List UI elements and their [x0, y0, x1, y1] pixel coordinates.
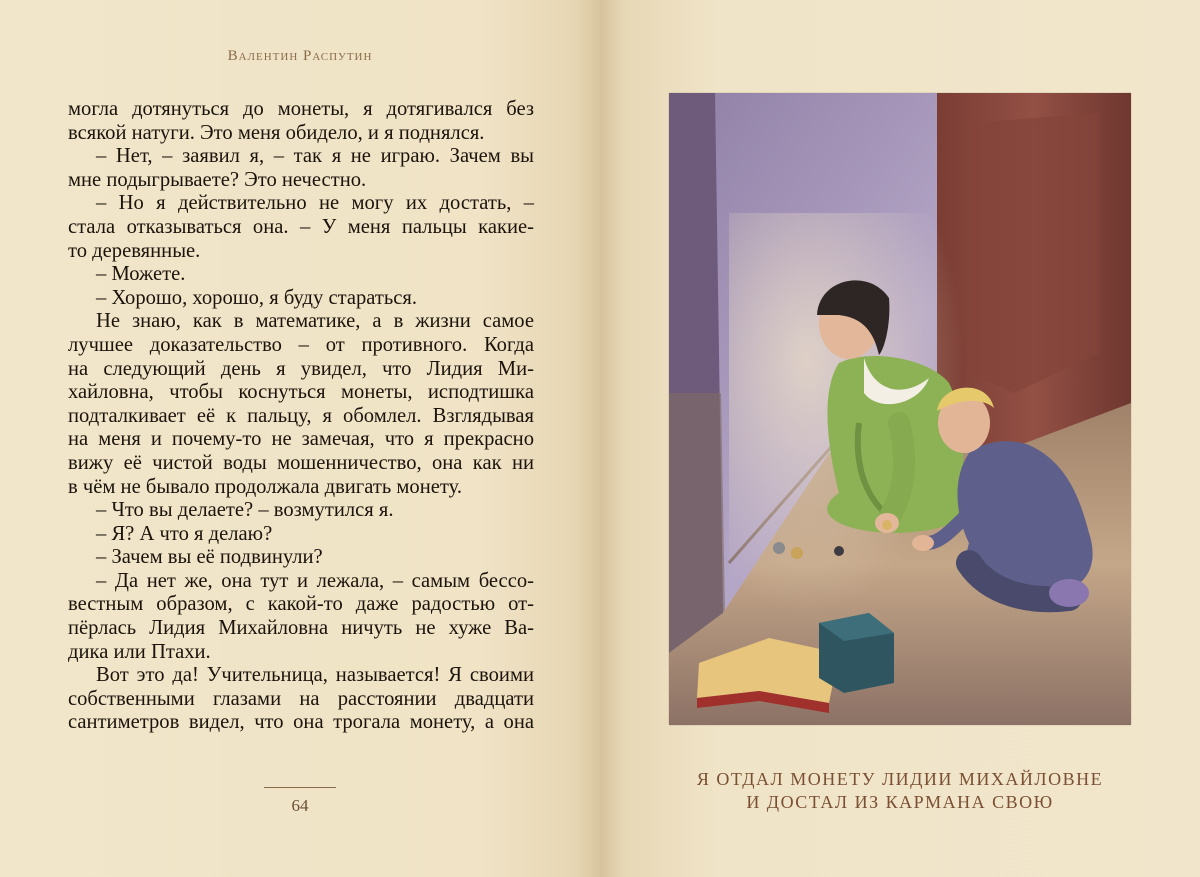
text-line: вижу её чистой воды мошенничество, она как ни — [68, 451, 534, 474]
text-line: в чём не бывало продолжала двигать монету. — [68, 475, 463, 498]
text-line: – Нет, – заявил я, – так я не играю. Зачем вы — [96, 145, 534, 168]
text-line: – Но я действительно не могу их достать, – — [96, 192, 534, 215]
illustration-caption — [600, 768, 1200, 814]
text-line: Не знаю, как в математике, а в жизни самое — [96, 310, 534, 333]
text-line: Вот это да! Учительница, называется! Я своими — [96, 664, 534, 687]
body-text — [68, 98, 534, 735]
text-line: – Хорошо, хорошо, я буду стараться. — [96, 286, 418, 309]
text-line: дика или Птахи. — [68, 640, 211, 663]
caption-line: И ДОСТАЛ ИЗ КАРМАНА СВОЮ — [746, 792, 1054, 812]
coin — [834, 546, 844, 556]
text-line: – Можете. — [96, 263, 186, 286]
text-line: вестным образом, с какой-то даже радостью от- — [68, 593, 534, 616]
running-head: Валентин Распутин — [227, 48, 373, 64]
illustration-teacher-and-boy — [669, 93, 1131, 725]
text-line: подталкивает её к пальцу, я обомлел. Взглядывая — [68, 404, 534, 427]
text-line: на следующий день я увидел, что Лидия Ми- — [68, 357, 534, 380]
coin — [791, 547, 803, 559]
page-number: 64 — [291, 796, 309, 815]
coin — [882, 520, 892, 530]
text-line: – Да нет же, она тут и лежала, – самым бессо- — [96, 569, 534, 592]
page-number-rule — [264, 787, 336, 788]
right-page — [600, 0, 1200, 877]
caption-line: Я ОТДАЛ МОНЕТУ ЛИДИИ МИХАЙЛОВНЕ — [696, 769, 1104, 789]
text-line: хайловна, чтобы коснуться монеты, исподтишка — [68, 381, 534, 404]
text-line: сантиметров видел, что она трогала монету, а она — [68, 711, 534, 734]
text-line: собственными глазами на расстоянии двадцати — [68, 687, 534, 710]
text-line: – Что вы делаете? – возмутился я. — [96, 499, 394, 522]
text-line: на меня и почему-то не замечая, что я прекрасно — [68, 428, 534, 451]
text-line: пёрлась Лидия Михайловна ничуть не хуже Ва- — [68, 617, 534, 640]
text-line: – Я? А что я делаю? — [96, 522, 273, 545]
text-line: могла дотянуться до монеты, я дотягивался без — [68, 98, 534, 120]
text-line: то деревянные. — [68, 239, 201, 262]
text-line: мне подыгрываете? Это нечестно. — [68, 168, 367, 191]
text-line: – Зачем вы её подвинули? — [96, 546, 323, 569]
text-line: лучшее доказательство – от противного. Когда — [68, 333, 534, 356]
text-line: всякой натуги. Это меня обидело, и я поднялся. — [68, 121, 485, 144]
text-line: стала отказываться она. – У меня пальцы какие- — [68, 215, 534, 238]
coin — [773, 542, 785, 554]
